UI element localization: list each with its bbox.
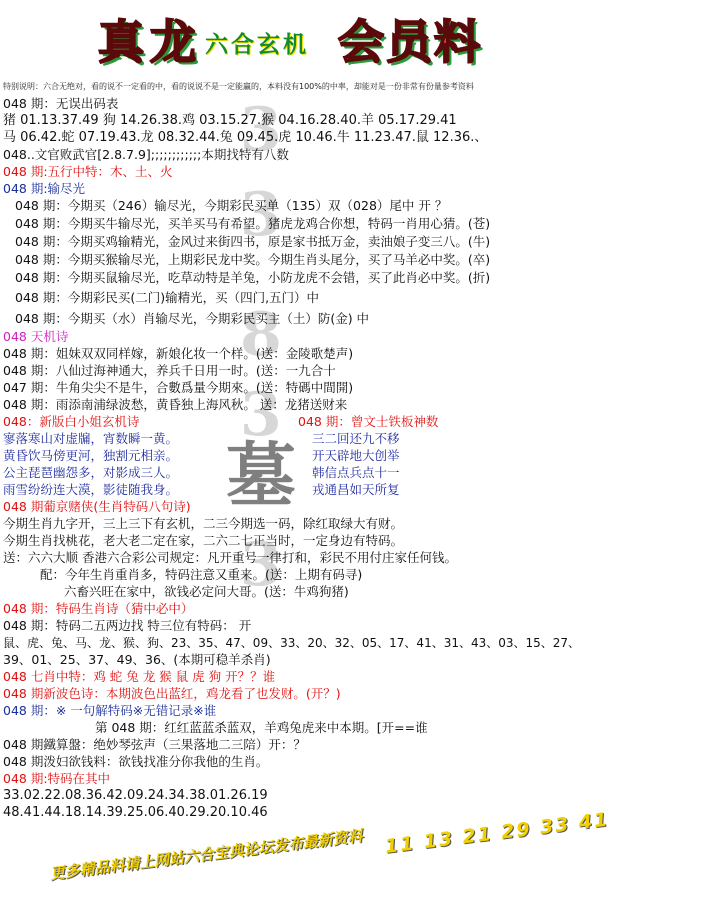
line-bose: 048 期新波色诗：本期波色出蓝红，鸡龙看了也发财。(开？) [3,686,341,701]
line-tianji-1: 048 期：姐妹双双同样嫁，新娘化妆一个样。(送：金陵歌楚声) [3,346,354,361]
line-pujing-3: 送：六六大顺 香港六合彩公司规定：凡开重号一律打和，彩民不用付庄家任何钱。 [3,550,457,565]
line-tema-numbers-1: 鼠、虎、兔、马、龙、猴、狗、23、35、47、09、33、20、32、05、17、41、31、43、03、15、27、 [3,636,581,650]
line-poem-left-1: 寥落寒山对虚牖，宵数瞬一黄。 [3,431,179,446]
line-pujing-2: 今期生肖找桃花，老大老二定在家，二六二七正当时，一定身边有特码。 [3,533,404,548]
line-hongnan: 第 048 期：红红蓝蓝杀蓝双，羊鸡兔虎来中本期。[开==谁 [95,720,428,735]
line-baixiaojie-title: 048：新版白小姐玄机诗 [3,414,140,429]
watermark-char: 3 [240,380,282,450]
line-tema-two-sides: 048 期：特码二五两边找 特三位有特码： 开 [3,618,252,633]
watermark-char: 8 [240,300,282,370]
line-tianji-title: 048 天机诗 [3,329,69,344]
title-huiyuan: 会员料 [338,15,482,69]
line-tema-poem-title: 048 期：特码生肖诗（猜中必中） [3,601,194,616]
title-subtitle: 六合玄机 [205,31,309,58]
watermark-char: 3 [240,95,282,165]
line-pujing-title: 048 期葡京赌侠(生肖特码八句诗) [3,499,191,514]
line-poem-left-3: 公主琵琶幽怨多，对影成三人。 [3,465,179,480]
line-poem-right-4: 戎通昌如天所复 [312,482,400,497]
line-pujing-4: 配：今年生肖重肖多，特码注意又重来。(送：上期有码寻) [40,567,363,582]
line-guess-5: 048 期：今期买鼠输尽光，吃草动特是羊兔，小防龙虎不会错，买了此肖必中奖。(折) [15,270,491,285]
line-qixiao: 048 七肖中特：鸡 蛇 兔 龙 猴 鼠 虎 狗 开？？谁 [3,669,276,684]
watermark-char: 3 [240,180,282,250]
line-tema-numbers-2: 39、01、25、37、49、36、(本期可稳羊杀肖) [3,652,271,667]
line-tianji-3: 047 期：牛角尖尖不是牛，合數爲量今期來。(送：特碼中間開) [3,380,354,395]
line-tianji-4: 048 期：雨添南浦绿波愁，黄昏独上海风秋。 送：龙猪送财来 [3,397,348,412]
line-poem-left-2: 黄昏饮马傍更河，独割元相亲。 [3,448,179,463]
line-tianji-2: 048 期：八仙过海神通大，养兵千日用一时。(送：一九合十 [3,363,336,378]
line-tiesuanpan: 048 期鐵算盤：绝妙琴弦声（三果落地二三陪）开：？ [3,737,306,752]
line-poem-right-1: 三二回还九不移 [312,431,400,446]
line-poem-right-3: 韩信点兵点十一 [312,465,400,480]
footer-promo-text: 更多精品料请上网站六合宝典论坛发布最新资料 [48,826,364,883]
line-guess-1: 048 期：今期买（246）输尽光，今期彩民买单（135）双（028）尾中 开 ？ [15,198,448,213]
line-pujing-5: 六畜兴旺在家中，欲钱必定问大哥。(送：牛鸡狗猪) [64,584,349,599]
line-wuxing: 048 期:五行中特：木、土、火 [3,164,173,179]
line-wenguan: 048..文官败武官[2.8.7.9];;;;;;;;;;;;本期找特有八数 [3,147,289,162]
line-tema-inside: 048 期:特码在其中 [3,771,111,786]
line-zodiac-numbers-2: 马 06.42.蛇 07.19.43.龙 08.32.44.兔 09.45.虎 10.46.牛 11.23.47.鼠 12.36.、 [3,130,488,145]
line-zodiac-numbers-1: 猪 01.13.37.49 狗 14.26.38.鸡 03.15.27.猴 04.16.28.40.羊 05.17.29.41 [3,113,457,128]
line-guess-7: 048 期：今期买（水）肖输尽光，今期彩民买主（土）防(金) 中 [15,311,370,326]
title-char-long: 龙 [150,15,198,69]
header-banner [0,0,720,78]
line-pujing-1: 今期生肖九字开，三上三下有玄机，二三今期选一码，除红取绿大有财。 [3,516,404,531]
line-guess-4: 048 期：今期买猴输尽光，上期彩民龙中奖。今期生肖头尾分，买了马羊必中奖。(卒) [15,252,491,267]
disclaimer-text: 特别说明：六合无绝对，看的说不一定看的中，看的说说不是一定能赢的，本料没有100%的中率，却能对是一份非常有份量参考资料 [3,82,474,91]
line-table-title: 048 期：无误出码表 [3,96,119,111]
line-zengwenshi-title: 048 期：曾文士铁板神数 [298,414,439,429]
line-yijujie: 048 期：※ 一句解特码※无错记录※谁 [3,703,217,718]
line-poem-right-2: 开天辟地大创举 [312,448,400,463]
line-poem-left-4: 雨雪纷纷连大漠，影徒随我身。 [3,482,179,497]
line-guess-3: 048 期：今期买鸡输精光，金风过来街四书，原是家书抵万金，卖油娘子变三八。(牛) [15,234,491,249]
line-final-numbers-1: 33.02.22.08.36.42.09.24.34.38.01.26.19 [3,788,268,803]
title-char-zhen: 真 [98,15,146,69]
footer-numbers: 11 13 21 29 33 41 [383,808,611,858]
line-guess-6: 048 期：今期彩民买(二门)输精光，买（四门,五门）中 [15,290,320,305]
line-final-numbers-2: 48.41.44.18.14.39.25.06.40.29.20.10.46 [3,805,268,820]
line-pofu: 048 期泼妇欲钱料：欲钱找准分你我他的生肖。 [3,754,269,769]
line-shujinguang: 048 期:输尽光 [3,181,86,196]
watermark-char: 墓 [226,434,296,517]
watermark-char: 3 [240,530,282,600]
line-guess-2: 048 期：今期买牛输尽光，买羊买马有希望。猪虎龙鸡合你想，特码一肖用心猜。(苍) [15,216,491,231]
